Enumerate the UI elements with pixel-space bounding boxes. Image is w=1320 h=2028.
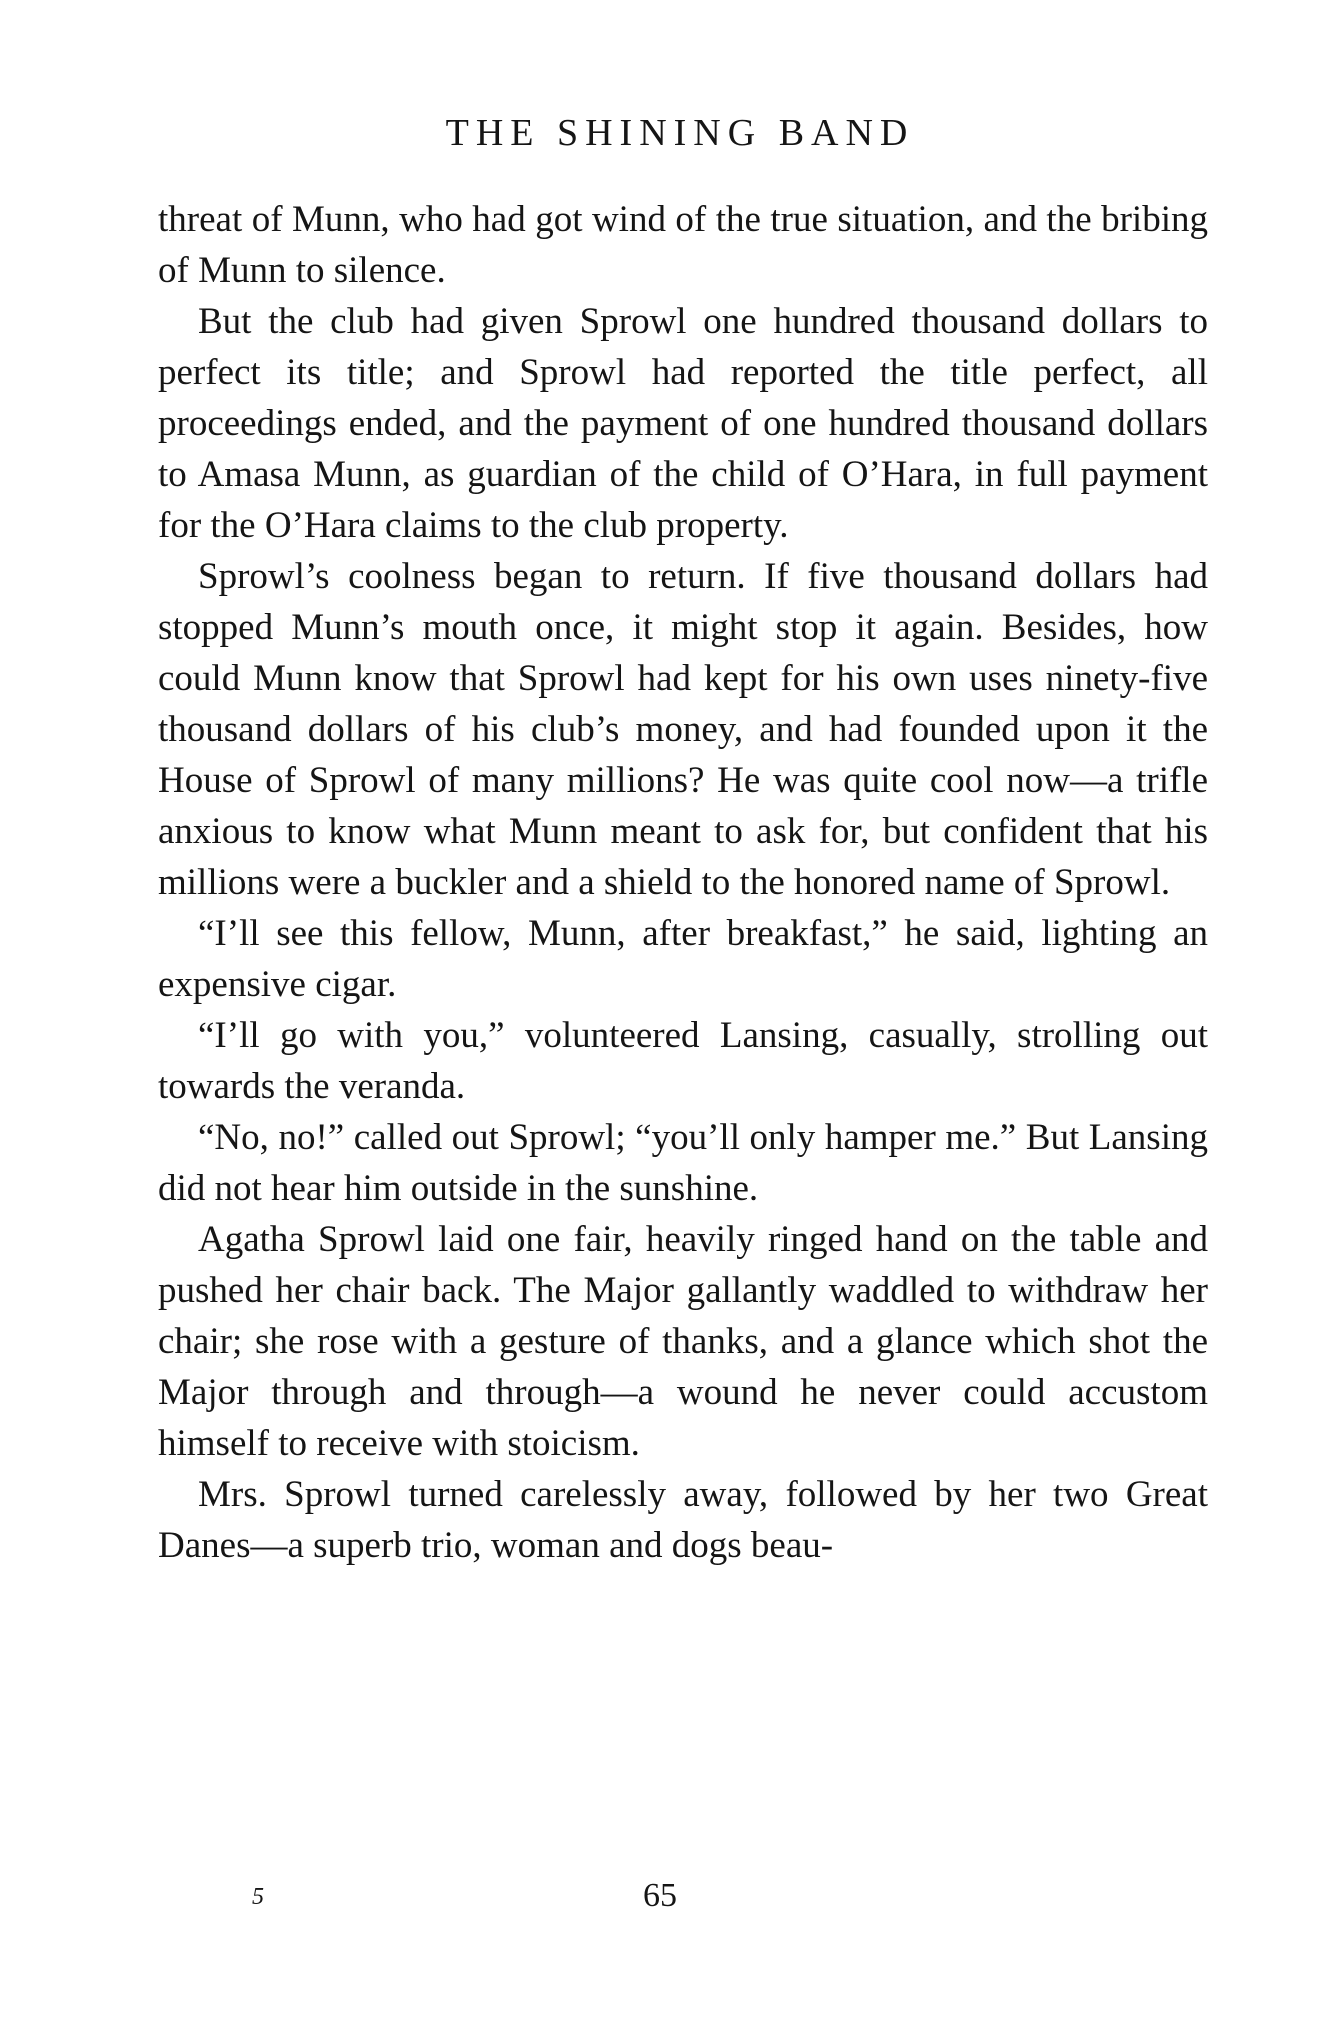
body-text bbox=[158, 194, 1208, 1571]
paragraph: “No, no!” called out Sprowl; “you’ll only hamper me.” But Lansing did not hear him outside in the sunshine. bbox=[158, 1117, 1208, 1209]
paragraph: Agatha Sprowl laid one fair, heavily ringed hand on the table and pushed her chair back. The Major gallantly waddled to withdraw her chair; she rose with a gesture of thanks, and a glance which shot the Major through and through—a wound he never could accustom himself to receive with stoicism. bbox=[158, 1219, 1208, 1464]
paragraph: “I’ll see this fellow, Munn, after breakfast,” he said, lighting an expensive cigar. bbox=[158, 913, 1208, 1005]
paragraph: Mrs. Sprowl turned carelessly away, followed by her two Great Danes—a superb trio, woman and dogs beau- bbox=[158, 1474, 1208, 1566]
paragraph: Sprowl’s coolness began to return. If five thousand dollars had stopped Munn’s mouth once, it might stop it again. Besides, how could Munn know that Sprowl had kept for his own uses ninety-five thousand dollars of his club’s money, and had founded upon it the House of Sprowl of many millions? He was quite cool now—a trifle anxious to know what Munn meant to ask for, but confident that his millions were a buckler and a shield to the honored name of Sprowl. bbox=[158, 556, 1208, 903]
running-head: THE SHINING BAND bbox=[445, 112, 915, 154]
paragraph: “I’ll go with you,” volunteered Lansing, casually, strolling out towards the veranda. bbox=[158, 1015, 1208, 1107]
paragraph: threat of Munn, who had got wind of the true situation, and the bribing of Munn to silence. bbox=[158, 199, 1208, 291]
paragraph: But the club had given Sprowl one hundred thousand dollars to perfect its title; and Sprowl had reported the title perfect, all proceedings ended, and the payment of one hundred thousand dollars to Amasa Munn, as guardian of the child of O’Hara, in full payment for the O’Hara claims to the club property. bbox=[158, 301, 1208, 546]
signature-mark: 5 bbox=[252, 1884, 264, 1910]
page-number: 65 bbox=[643, 1877, 677, 1914]
